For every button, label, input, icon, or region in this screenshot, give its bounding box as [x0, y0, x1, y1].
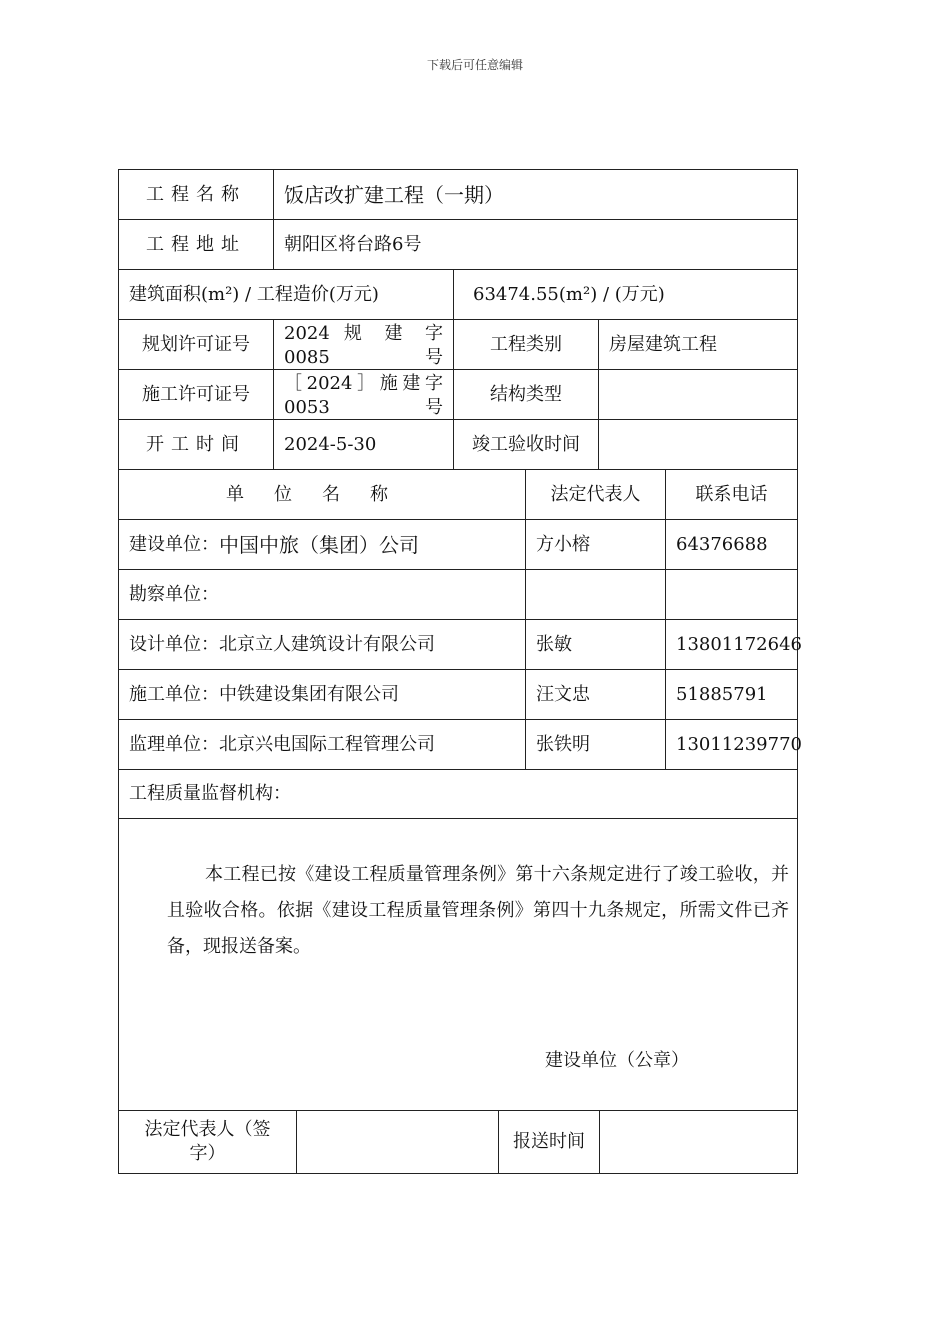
row-dates — [119, 420, 797, 470]
units-table-header — [119, 470, 797, 520]
structure-type-label: 结构类型 — [454, 370, 599, 419]
row-project-name — [119, 170, 797, 220]
rep-sign-label: 法定代表人（签字） — [119, 1111, 297, 1173]
project-type-label: 工程类别 — [454, 320, 599, 369]
row-footer — [119, 1111, 797, 1173]
unit-name-cell — [119, 570, 526, 619]
start-time-value[interactable]: 2024-5-30 — [274, 420, 454, 469]
project-name-label: 工程名称 — [119, 170, 274, 219]
unit-row-contractor — [119, 670, 797, 720]
header-note: 下载后可任意编辑 — [426, 58, 523, 72]
header-phone: 联系电话 — [695, 483, 768, 505]
unit-name[interactable]: 中国中旅（集团）公司 — [219, 532, 419, 557]
build-permit-value[interactable]: ［2024］施建字0053号 — [274, 370, 454, 419]
structure-type-value[interactable] — [599, 370, 797, 419]
statement-block — [119, 819, 797, 1111]
unit-rep[interactable] — [526, 570, 666, 619]
unit-label: 施工单位： — [129, 683, 219, 705]
unit-name[interactable]: 北京兴电国际工程管理公司 — [219, 733, 435, 755]
unit-phone[interactable]: 13801172646 — [676, 633, 802, 655]
seal-label: 建设单位（公章） — [545, 1050, 689, 1071]
submit-time-field[interactable] — [600, 1111, 797, 1173]
unit-rep[interactable]: 张敏 — [526, 620, 666, 669]
unit-rep[interactable]: 方小榕 — [526, 520, 666, 569]
unit-label: 监理单位： — [129, 733, 219, 755]
unit-phone[interactable]: 64376688 — [676, 533, 768, 555]
row-project-address — [119, 220, 797, 270]
project-address-label: 工程地址 — [119, 220, 274, 269]
project-name-value[interactable]: 饭店改扩建工程（一期） — [284, 182, 504, 207]
header-legal-rep: 法定代表人 — [526, 470, 666, 519]
unit-rep[interactable]: 张铁明 — [526, 720, 666, 769]
filing-form — [118, 169, 802, 1174]
row-area-cost — [119, 270, 797, 320]
unit-row-survey — [119, 570, 797, 620]
start-time-label: 开工时间 — [119, 420, 274, 469]
statement-text: 本工程已按《建设工程质量管理条例》第十六条规定进行了竣工验收，并且验收合格。依据《建设工程质量管理条例》第四十九条规定，所需文件已齐备，现报送备案。 — [167, 864, 789, 957]
quality-supervision-label[interactable]: 工程质量监督机构： — [129, 783, 291, 804]
completion-time-label: 竣工验收时间 — [454, 420, 599, 469]
unit-phone[interactable] — [666, 570, 797, 619]
submit-time-label: 报送时间 — [499, 1111, 600, 1173]
unit-row-construction — [119, 520, 797, 570]
row-plan-permit — [119, 320, 797, 370]
row-build-permit — [119, 370, 797, 420]
project-address-value[interactable]: 朝阳区将台路6号 — [284, 233, 422, 255]
rep-sign-field[interactable] — [297, 1111, 499, 1173]
unit-label: 建设单位： — [129, 533, 219, 555]
unit-label: 设计单位： — [129, 633, 219, 655]
plan-permit-value[interactable]: 2024 规 建 字 0085号 — [274, 320, 454, 369]
completion-time-value[interactable] — [599, 420, 797, 469]
project-type-value[interactable]: 房屋建筑工程 — [609, 333, 717, 355]
plan-permit-label: 规划许可证号 — [119, 320, 274, 369]
unit-phone[interactable]: 51885791 — [676, 683, 768, 705]
unit-label: 勘察单位： — [129, 583, 219, 605]
unit-name[interactable]: 中铁建设集团有限公司 — [219, 683, 399, 705]
unit-phone[interactable]: 13011239770 — [676, 733, 802, 755]
unit-name-cell — [119, 520, 526, 569]
header-unit-name: 单位名称 — [119, 470, 526, 519]
unit-row-design — [119, 620, 802, 670]
unit-name-cell — [119, 670, 526, 719]
unit-rep[interactable]: 汪文忠 — [526, 670, 666, 719]
unit-row-supervisor — [119, 720, 802, 770]
area-cost-value[interactable]: 63474.55(m²) / (万元) — [473, 283, 665, 305]
build-permit-label: 施工许可证号 — [119, 370, 274, 419]
unit-name-cell — [119, 620, 526, 669]
area-cost-label: 建筑面积(m²) / 工程造价(万元) — [119, 270, 454, 319]
row-quality-supervision — [119, 770, 797, 819]
unit-name-cell — [119, 720, 526, 769]
unit-name[interactable]: 北京立人建筑设计有限公司 — [219, 633, 435, 655]
